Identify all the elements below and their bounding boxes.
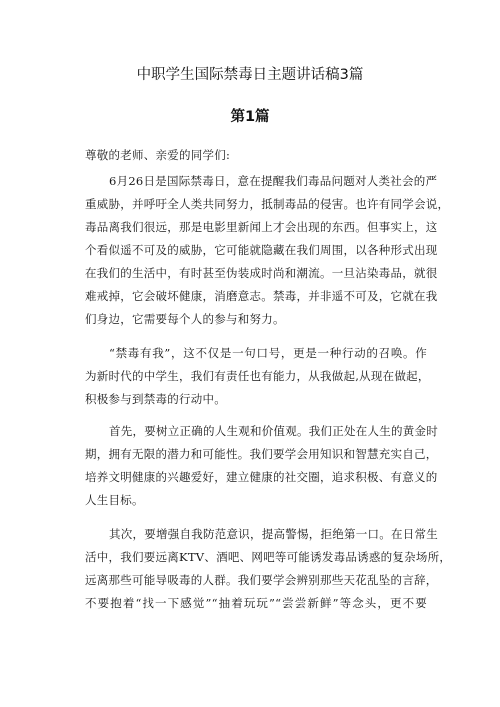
paragraph-line: 在我们的生活中，有时甚至伪装成时尚和潮流。一旦沾染毒品，就很 (85, 266, 438, 280)
document-title: 中职学生国际禁毒日主题讲话稿3篇 (136, 67, 364, 83)
paragraph-line: 6月26日是国际禁毒日，意在提醒我们毒品问题对人类社会的严 (109, 174, 438, 188)
paragraph-line: 远离那些可能导吸毒的人群。我们要学会辨别那些天花乱坠的言辞， (85, 573, 438, 587)
paragraph-line: 难戒掉，它会破坏健康，消磨意志。禁毒，并非遥不可及，它就在我 (85, 289, 438, 303)
section-heading: 第1篇 (230, 109, 270, 125)
paragraph-line: 培养文明健康的兴趣爱好，建立健康的社交圈，追求积极、有意义的 (85, 470, 438, 484)
paragraph-line: 们身边，它需要每个人的参与和努力。 (85, 312, 285, 326)
paragraph-line: 其次，要增强自我防范意识，提高警惕，拒绝第一口。在日常生 (109, 527, 438, 541)
paragraph-line: 人生目标。 (85, 493, 144, 507)
paragraph-line: 积极参与到禁毒的行动中。 (85, 392, 226, 406)
paragraph-line: 不要抱着“找一下感觉”“抽着玩玩”“尝尝新鲜”等念头，更不要 (85, 596, 427, 610)
paragraph-line: 个看似遥不可及的威胁，它可能就隐藏在我们周围，以各种形式出现 (85, 243, 438, 257)
paragraph-line: 毒品离我们很远，那是电影里新闻上才会出现的东西。但事实上，这 (85, 220, 438, 234)
paragraph-line: 为新时代的中学生，我们有责任也有能力，从我做起,从现在做起， (85, 369, 430, 383)
paragraph-line: 首先，要树立正确的人生观和价值观。我们正处在人生的黄金时 (109, 424, 438, 438)
paragraph-line: 重威胁，并呼吁全人类共同努力，抵制毒品的侵害。也许有同学会说， (85, 197, 450, 211)
paragraph-line: “禁毒有我”，这不仅是一句口号，更是一种行动的召唤。作 (109, 346, 427, 360)
salutation-line: 尊敬的老师、亲爱的同学们: (85, 148, 231, 162)
paragraph-line: 活中，我们要远离KTV、酒吧、网吧等可能诱发毒品诱惑的复杂场所， (85, 550, 452, 564)
paragraph-line: 期，拥有无限的潜力和可能性。我们要学会用知识和智慧充实自己， (85, 447, 438, 461)
